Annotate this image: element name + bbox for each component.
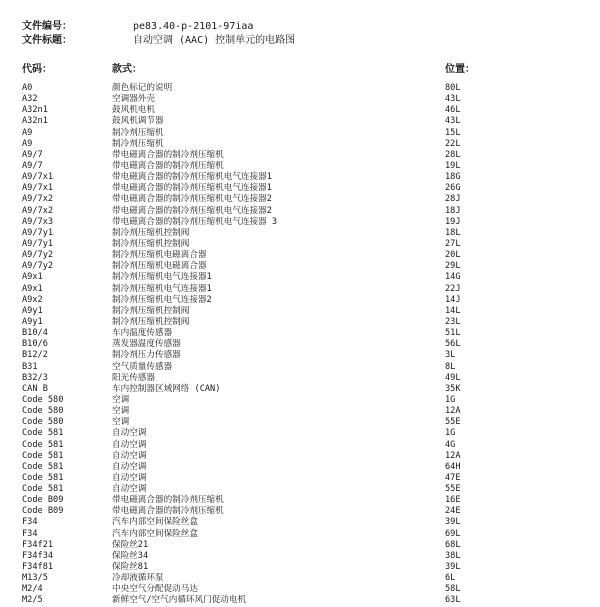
component-position: 8L [445,361,456,372]
component-position: 23L [445,316,461,327]
component-code: B31 [22,361,38,372]
component-description: 鼓风机电机 [112,105,155,116]
component-position: 19J [445,216,461,227]
component-code: M2/4 [22,584,43,595]
list-item [0,272,600,283]
list-item [0,551,600,562]
list-item [0,395,600,406]
component-description: 制冷剂压缩机电气连接器1 [112,272,212,283]
component-code: A9/7 [22,160,43,171]
component-code: A32n1 [22,116,48,127]
component-description: 车内温度传感器 [112,328,173,339]
component-position: 20L [445,250,461,261]
component-code: M13/5 [22,573,48,584]
component-position: 18G [445,172,461,183]
component-position: 55E [445,484,461,495]
list-item [0,339,600,350]
list-item [0,517,600,528]
component-code: Code 580 [22,406,64,417]
component-description: 汽车内部空间保险丝盒 [112,528,198,539]
component-position: 64H [445,461,461,472]
component-code: A0 [22,83,33,93]
component-description: 带电磁离合器的制冷剂压缩机 [112,149,224,160]
list-item [0,161,600,172]
list-item [0,451,600,462]
component-description: 带电磁离合器的制冷剂压缩机电气连接器1 [112,172,272,183]
list-item [0,150,600,161]
component-position: 14L [445,305,461,316]
component-code: A32n1 [22,105,48,116]
component-position: 47E [445,472,461,483]
list-item [0,94,600,105]
component-description: 空调器外壳 [112,94,155,105]
list-item [0,473,600,484]
component-description: 制冷剂压缩机电磁离合器 [112,250,207,261]
list-item [0,506,600,517]
component-code: F34f21 [22,539,54,550]
doc-title-value: 自动空调 (AAC) 控制单元的电路图 [133,35,296,46]
component-code: M2/5 [22,595,43,606]
component-position: 19L [445,160,461,171]
component-code: A9x2 [22,294,43,305]
component-position: 12A [445,450,461,461]
component-description: 中央空气分配促动马达 [112,584,198,595]
component-code: Code 581 [22,484,64,495]
component-position: 46L [445,105,461,116]
component-code: CAN B [22,383,48,394]
component-description: 车内控制器区域网络 (CAN) [112,383,221,394]
component-description: 带电磁离合器的制冷剂压缩机电气连接器2 [112,205,272,216]
doc-number-value: pe83.40-p-2101-97iaa [133,21,254,32]
component-code: A9/7 [22,149,43,160]
component-position: 22L [445,138,461,149]
component-description: 蒸发器温度传感器 [112,339,181,350]
component-code: Code 580 [22,394,64,405]
component-position: 26G [445,183,461,194]
list-item [0,105,600,116]
component-code: A9 [22,138,33,149]
component-description: 冷却液循环泵 [112,573,164,584]
component-position: 4G [445,439,456,450]
component-position: 43L [445,94,461,105]
component-description: 制冷剂压缩机控制阀 [112,238,190,249]
component-position: 38L [445,550,461,561]
component-position: 49L [445,372,461,383]
component-position: 51L [445,328,461,339]
component-code: A9/7y2 [22,261,54,272]
component-description: 汽车内部空间保险丝盒 [112,517,198,528]
component-position: 22J [445,283,461,294]
component-position: 12A [445,406,461,417]
column-header-position: 位置： [445,64,475,75]
list-item [0,250,600,261]
list-item [0,584,600,595]
component-description: 带电磁离合器的制冷剂压缩机 [112,160,224,171]
component-description: 制冷剂压缩机 [112,138,164,149]
component-code: Code B09 [22,506,64,517]
component-description: 空气质量传感器 [112,361,173,372]
component-list [0,83,600,607]
component-description: 自动空调 [112,472,147,483]
list-item [0,128,600,139]
list-item [0,172,600,183]
component-code: A9/7x1 [22,183,54,194]
component-description: 带电磁离合器的制冷剂压缩机电气连接器 3 [112,216,278,227]
component-position: 39L [445,517,461,528]
component-description: 保险丝81 [112,562,149,573]
component-description: 自动空调 [112,439,147,450]
component-description: 自动空调 [112,450,147,461]
list-item [0,284,600,295]
list-item [0,217,600,228]
component-code: Code 581 [22,439,64,450]
list-item [0,540,600,551]
doc-title-label: 文件标题： [22,35,72,46]
list-item [0,484,600,495]
component-code: B10/6 [22,339,48,350]
component-position: 14J [445,294,461,305]
component-position: 18J [445,205,461,216]
component-code: F34f81 [22,562,54,573]
list-item [0,261,600,272]
component-description: 制冷剂压缩机 [112,127,164,138]
component-code: A9x1 [22,272,43,283]
component-description: 制冷剂压缩机电磁离合器 [112,261,207,272]
component-position: 14G [445,272,461,283]
list-item [0,373,600,384]
list-item [0,428,600,439]
list-item [0,595,600,606]
component-description: 阳光传感器 [112,372,155,383]
component-position: 6L [445,573,456,584]
component-code: Code 581 [22,428,64,439]
column-header-description: 款式： [112,64,142,75]
list-item [0,83,600,94]
component-code: B10/4 [22,328,48,339]
list-item [0,384,600,395]
component-position: 39L [445,562,461,573]
component-code: A9/7y2 [22,250,54,261]
component-code: A9/7y1 [22,238,54,249]
doc-number-label: 文件编号： [22,21,72,32]
component-description: 颜色标记的说明 [112,83,173,93]
component-description: 新鲜空气/空气内循环风门促动电机 [112,595,247,606]
component-code: Code 581 [22,461,64,472]
component-position: 1G [445,428,456,439]
component-description: 自动空调 [112,484,147,495]
component-position: 3L [445,350,456,361]
component-description: 带电磁离合器的制冷剂压缩机电气连接器2 [112,194,272,205]
list-item [0,350,600,361]
list-item [0,573,600,584]
component-description: 带电磁离合器的制冷剂压缩机电气连接器1 [112,183,272,194]
list-item [0,562,600,573]
component-position: 24E [445,506,461,517]
component-description: 制冷剂压缩机控制阀 [112,316,190,327]
component-position: 16E [445,495,461,506]
component-position: 35K [445,383,461,394]
component-code: A32 [22,94,38,105]
component-code: A9/7y1 [22,227,54,238]
component-position: 18L [445,227,461,238]
list-item [0,228,600,239]
list-item [0,529,600,540]
component-description: 带电磁离合器的制冷剂压缩机 [112,506,224,517]
component-description: 自动空调 [112,461,147,472]
list-item [0,462,600,473]
list-item [0,317,600,328]
component-description: 制冷剂压力传感器 [112,350,181,361]
component-description: 制冷剂压缩机电气连接器1 [112,283,212,294]
list-item [0,417,600,428]
list-item [0,139,600,150]
list-item [0,328,600,339]
component-position: 15L [445,127,461,138]
list-item [0,495,600,506]
component-code: A9y1 [22,316,43,327]
component-description: 鼓风机调节器 [112,116,164,127]
list-item [0,295,600,306]
component-description: 保险丝34 [112,550,149,561]
component-code: A9/7x2 [22,205,54,216]
component-code: A9y1 [22,305,43,316]
component-position: 56L [445,339,461,350]
component-position: 29L [445,261,461,272]
component-position: 58L [445,584,461,595]
component-description: 空调 [112,406,130,417]
component-description: 制冷剂压缩机控制阀 [112,227,190,238]
list-item [0,306,600,317]
component-code: F34 [22,528,38,539]
component-code: Code 580 [22,417,64,428]
component-description: 制冷剂压缩机控制阀 [112,305,190,316]
component-description: 制冷剂压缩机电气连接器2 [112,294,212,305]
component-description: 带电磁离合器的制冷剂压缩机 [112,495,224,506]
component-code: Code B09 [22,495,64,506]
component-code: A9/7x2 [22,194,54,205]
list-item [0,362,600,373]
component-position: 55E [445,417,461,428]
component-code: Code 581 [22,450,64,461]
list-item [0,440,600,451]
component-position: 1G [445,394,456,405]
component-position: 63L [445,595,461,606]
component-position: 27L [445,238,461,249]
component-position: 43L [445,116,461,127]
component-code: A9x1 [22,283,43,294]
component-code: A9/7x1 [22,172,54,183]
component-position: 28L [445,149,461,160]
component-code: F34 [22,517,38,528]
component-code: Code 581 [22,472,64,483]
component-code: A9/7x3 [22,216,54,227]
list-item [0,116,600,127]
column-header-code: 代码： [22,64,52,75]
list-item [0,406,600,417]
component-position: 80L [445,83,461,93]
component-description: 保险丝21 [112,539,149,550]
component-position: 69L [445,528,461,539]
component-code: B12/2 [22,350,48,361]
list-item [0,194,600,205]
list-item [0,206,600,217]
list-item [0,183,600,194]
component-code: F34f34 [22,550,54,561]
list-item [0,239,600,250]
component-description: 自动空调 [112,428,147,439]
component-code: A9 [22,127,33,138]
component-code: B32/3 [22,372,48,383]
component-description: 空调 [112,394,130,405]
component-position: 68L [445,539,461,550]
component-description: 空调 [112,417,130,428]
component-position: 28J [445,194,461,205]
